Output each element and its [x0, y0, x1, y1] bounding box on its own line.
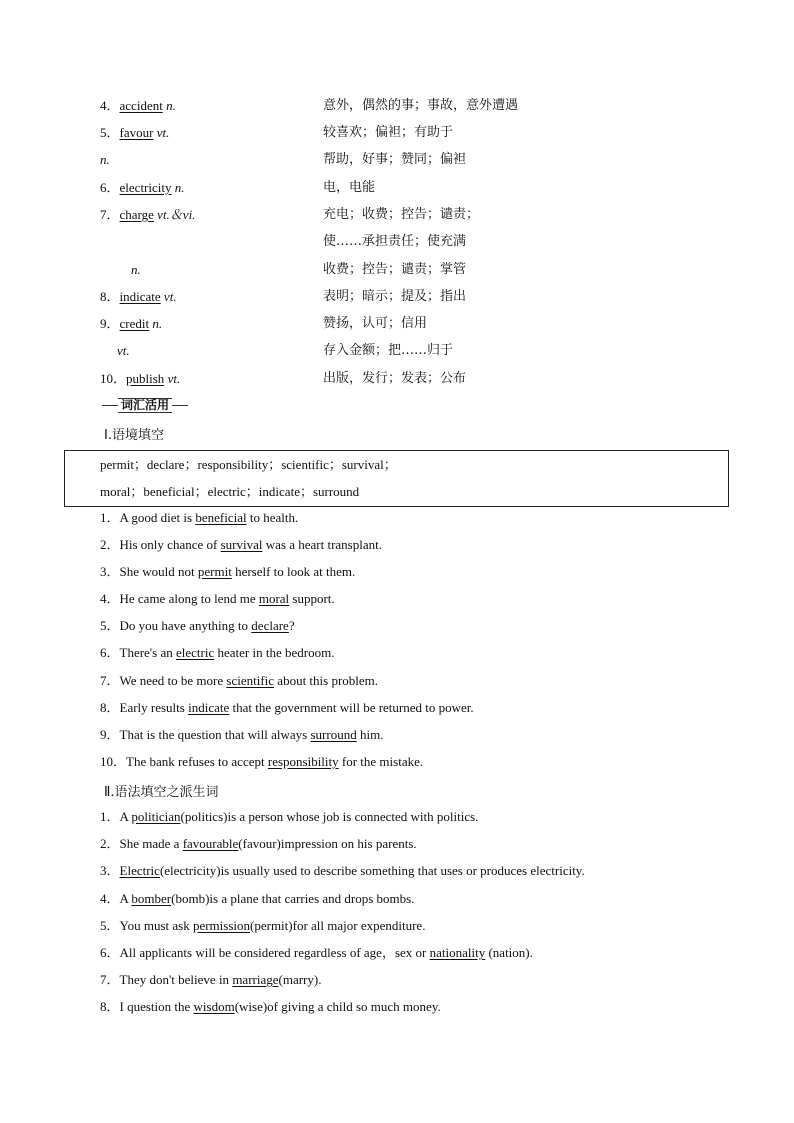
- vocab-row: [100, 119, 700, 146]
- exercise-item: 4．A bomber(bomb)is a plane that carries and drops bombs.: [100, 891, 415, 906]
- vocab-term: 7．charge vt.＆vi.: [100, 207, 196, 222]
- vocab-term: 5．favour vt.: [100, 125, 170, 140]
- vocab-meaning: 充电；收费；控告；谴责；: [323, 207, 480, 222]
- exercise-item: 5．Do you have anything to declare?: [100, 618, 295, 633]
- vocab-meaning: 电，电能: [323, 180, 376, 195]
- exercise-item: 1．A politician(politics)is a person whose job is connected with politics.: [100, 809, 479, 824]
- vocab-row: [100, 365, 700, 392]
- vocab-row: [100, 146, 700, 173]
- exercise-item: 3．Electric(electricity)is usually used to describe something that uses or produces electricity.: [100, 863, 585, 878]
- exercise-item: 3．She would not permit herself to look at them.: [100, 564, 356, 579]
- section-badge-label: 词汇活用: [118, 398, 172, 413]
- vocab-meaning: 收费；控告；谴责；掌管: [323, 262, 467, 277]
- vocab-row: [100, 256, 700, 283]
- vocab-row: [100, 283, 700, 310]
- section-title: Ⅱ.语法填空之派生词: [104, 785, 219, 800]
- vocab-term: vt.: [117, 343, 130, 358]
- vocab-term: 8．indicate vt.: [100, 289, 177, 304]
- word-bank-line: permit；declare；responsibility；scientific；survival；: [100, 457, 397, 472]
- exercise-item: 8．I question the wisdom(wise)of giving a child so much money.: [100, 999, 441, 1014]
- vocab-meaning: 较喜欢；偏袒；有助于: [323, 125, 454, 140]
- vocab-row: [100, 310, 700, 337]
- exercise-item: 8．Early results indicate that the government will be returned to power.: [100, 700, 474, 715]
- exercise-item: 4．He came along to lend me moral support.: [100, 591, 335, 606]
- exercise-item: 6．All applicants will be considered regardless of age，sex or nationality (nation).: [100, 945, 533, 960]
- vocab-meaning: 存入金额；把……归于: [323, 343, 454, 358]
- exercise-item: 9．That is the question that will always surround him.: [100, 727, 384, 742]
- vocab-meaning: 表明；暗示；提及；指出: [323, 289, 467, 304]
- vocab-meaning: 意外，偶然的事；事故，意外遭遇: [323, 98, 519, 113]
- word-bank-line: moral；beneficial；electric；indicate；surround: [100, 484, 360, 499]
- vocab-term: 9．credit n.: [100, 316, 163, 331]
- word-bank-box: [64, 450, 729, 507]
- exercise-item: 10．The bank refuses to accept responsibility for the mistake.: [100, 754, 424, 769]
- exercise-item: 7．They don't believe in marriage(marry).: [100, 972, 322, 987]
- exercise-item: 7．We need to be more scientific about this problem.: [100, 673, 379, 688]
- vocab-term: n.: [100, 152, 110, 167]
- vocab-meaning: 使……承担责任；使充满: [323, 234, 467, 249]
- vocab-row: [100, 337, 700, 364]
- vocab-row: [100, 201, 700, 228]
- vocab-meaning: 帮助，好事；赞同；偏袒: [323, 152, 467, 167]
- exercise-item: 1．A good diet is beneficial to health.: [100, 510, 299, 525]
- section-badge: [102, 397, 188, 413]
- vocab-meaning: 出版，发行；发表；公布: [323, 371, 467, 386]
- vocab-row: [100, 174, 700, 201]
- exercise-item: 6．There's an electric heater in the bedroom.: [100, 645, 335, 660]
- vocab-meaning: 赞扬，认可；信用: [323, 316, 428, 331]
- vocab-term: 6．electricity n.: [100, 180, 185, 195]
- exercise-item: 2．She made a favourable(favour)impression on his parents.: [100, 836, 417, 851]
- vocab-term: 10．publish vt.: [100, 371, 181, 386]
- vocab-term: 4．accident n.: [100, 98, 176, 113]
- vocab-term: n.: [131, 262, 141, 277]
- vocab-row: [100, 92, 700, 119]
- vocab-row: [100, 228, 700, 255]
- exercise-item: 5．You must ask permission(permit)for all major expenditure.: [100, 918, 426, 933]
- section-title: Ⅰ.语境填空: [104, 428, 164, 443]
- exercise-item: 2．His only chance of survival was a heart transplant.: [100, 537, 382, 552]
